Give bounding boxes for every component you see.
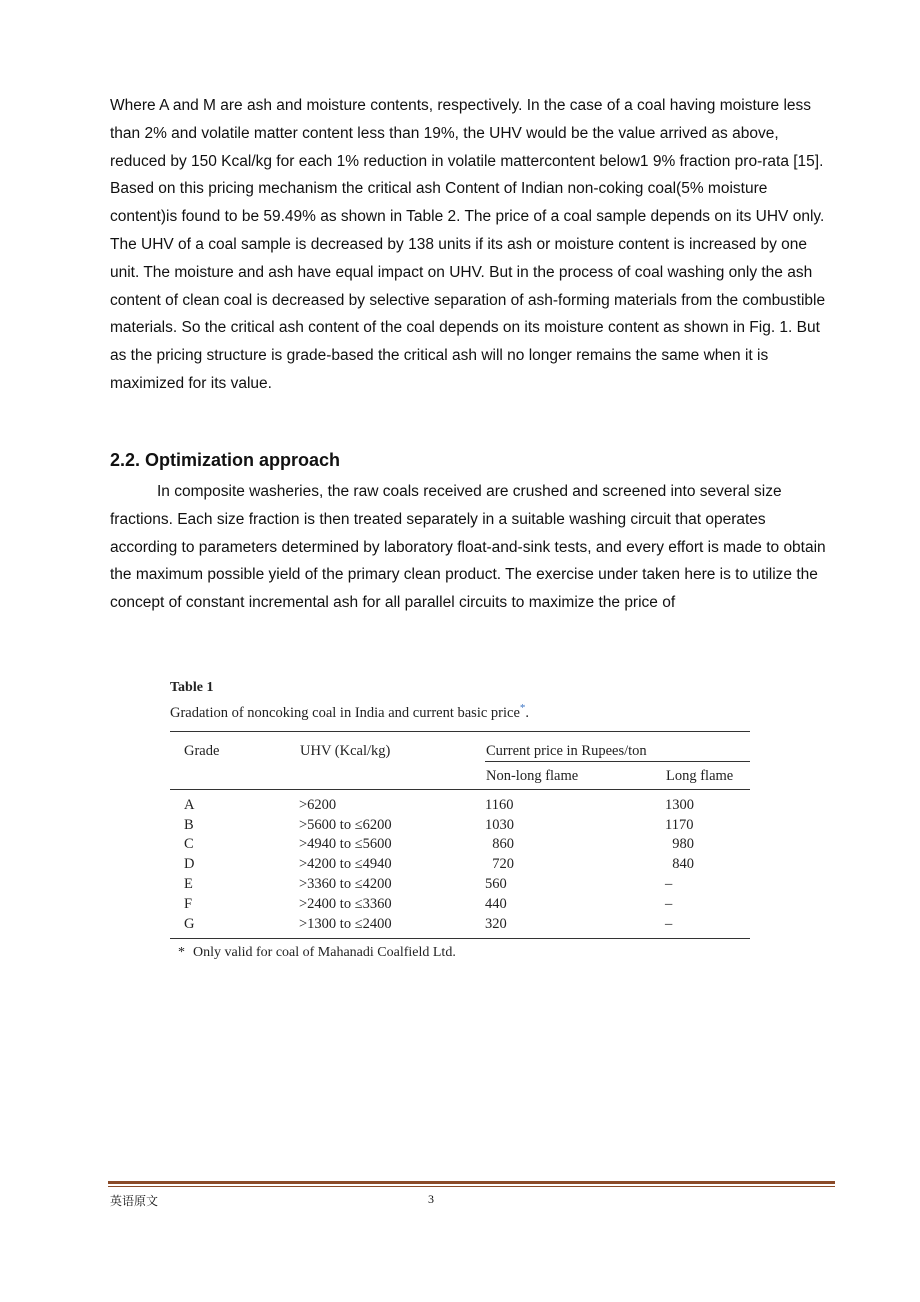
- cell-long-flame: –: [665, 876, 673, 893]
- cell-grade: C: [184, 836, 194, 853]
- cell-grade: F: [184, 895, 193, 912]
- cell-non-long-flame: 440: [485, 895, 507, 912]
- header-grade: Grade: [170, 731, 299, 761]
- caption-footnote-mark: *: [519, 702, 526, 714]
- caption-period: .: [525, 704, 530, 721]
- header-non-long-flame: Non-long flame: [485, 761, 665, 789]
- footnote-mark: *: [178, 945, 185, 961]
- footer-label: 英语原文: [110, 1194, 159, 1208]
- table-caption-text: Gradation of noncoking coal in India and current basic price: [170, 704, 520, 721]
- cell-non-long-flame: 1160: [485, 796, 514, 813]
- cell-uhv: >1300 to ≤2400: [299, 915, 485, 939]
- table-body: [170, 789, 750, 939]
- header-uhv: UHV (Kcal/kg): [299, 731, 485, 761]
- cell-long-flame: 1300: [665, 796, 694, 813]
- cell-grade: D: [184, 856, 195, 873]
- section-heading: 2.2. Optimization approach: [110, 450, 341, 470]
- header-empty: [170, 761, 299, 789]
- cell-non-long-flame: 560: [485, 876, 507, 893]
- table-row: [170, 816, 750, 836]
- footer-rule: [108, 1181, 835, 1184]
- table-caption: [170, 698, 750, 723]
- cell-grade: B: [184, 816, 194, 833]
- cell-uhv: >2400 to ≤3360: [299, 895, 392, 912]
- cell-uhv: >6200: [299, 796, 337, 813]
- table-row: [170, 855, 750, 875]
- page-number: 3: [428, 1192, 434, 1206]
- table-label: Table 1: [170, 680, 214, 695]
- cell-non-long-flame: 860: [485, 836, 514, 853]
- header-long-flame: Long flame: [665, 761, 750, 789]
- cell-non-long-flame: 1030: [485, 816, 514, 833]
- body-paragraph-1: Where A and M are ash and moisture contents, respectively. In the case of a coal having moisture less than 2% and volatile matter content less than 19%, the UHV would be the value arrived as above, reduced by 150 Kcal/kg for each 1% reduction in volatile mattercontent below1 9% fraction pro-rata [15]. Based on this pricing mechanism the critical ash Content of Indian non-coking coal(5% moisture content)is found to be 59.49% as shown in Table 2. The price of a coal sample depends on its UHV only. The UHV of a coal sample is decreased by 138 units if its ash or moisture content is increased by one unit. The moisture and ash have equal impact on UHV. But in the process of coal washing only the ash content of clean coal is decreased by selective separation of ash-forming materials from the combustible materials. So the critical ash content of the coal depends on its moisture content as shown in Fig. 1. But as the pricing structure is grade-based the critical ash will no longer remains the same when it is maximized for its value.: [110, 97, 826, 392]
- table-row: [170, 835, 750, 855]
- table-row: [170, 895, 750, 915]
- header-price-group: Current price in Rupees/ton: [485, 731, 750, 761]
- cell-grade: E: [184, 876, 193, 893]
- cell-long-flame: 1170: [665, 816, 694, 833]
- table-footnote: [170, 945, 750, 961]
- cell-grade: G: [170, 915, 299, 939]
- cell-uhv: >5600 to ≤6200: [299, 816, 392, 833]
- footnote-text: Only valid for coal of Mahanadi Coalfield Ltd.: [193, 945, 456, 961]
- grade-price-table: [170, 731, 750, 940]
- cell-grade: A: [184, 796, 195, 813]
- table-1: [170, 678, 750, 961]
- cell-long-flame: 840: [665, 856, 694, 873]
- cell-long-flame: –: [665, 895, 673, 912]
- cell-non-long-flame: 720: [485, 856, 514, 873]
- cell-long-flame: –: [665, 915, 750, 939]
- table-row: [170, 915, 750, 939]
- body-paragraph-2: In composite washeries, the raw coals received are crushed and screened into several size fractions. Each size fraction is then treated separately in a suitable washing circuit that operates according to parameters determined by laboratory float-and-sink tests, and every effort is made to obtain the maximum possible yield of the primary clean product. The exercise under taken here is to utilize the concept of constant incremental ash for all parallel circuits to maximize the price of: [110, 483, 826, 612]
- table-row: [170, 789, 750, 815]
- header-empty: [299, 761, 485, 789]
- cell-non-long-flame: 320: [485, 915, 665, 939]
- cell-uhv: >4940 to ≤5600: [299, 836, 392, 853]
- cell-uhv: >3360 to ≤4200: [299, 876, 392, 893]
- cell-uhv: >4200 to ≤4940: [299, 856, 392, 873]
- table-row: [170, 875, 750, 895]
- cell-long-flame: 980: [665, 836, 694, 853]
- footer-rule-thin: [108, 1186, 835, 1187]
